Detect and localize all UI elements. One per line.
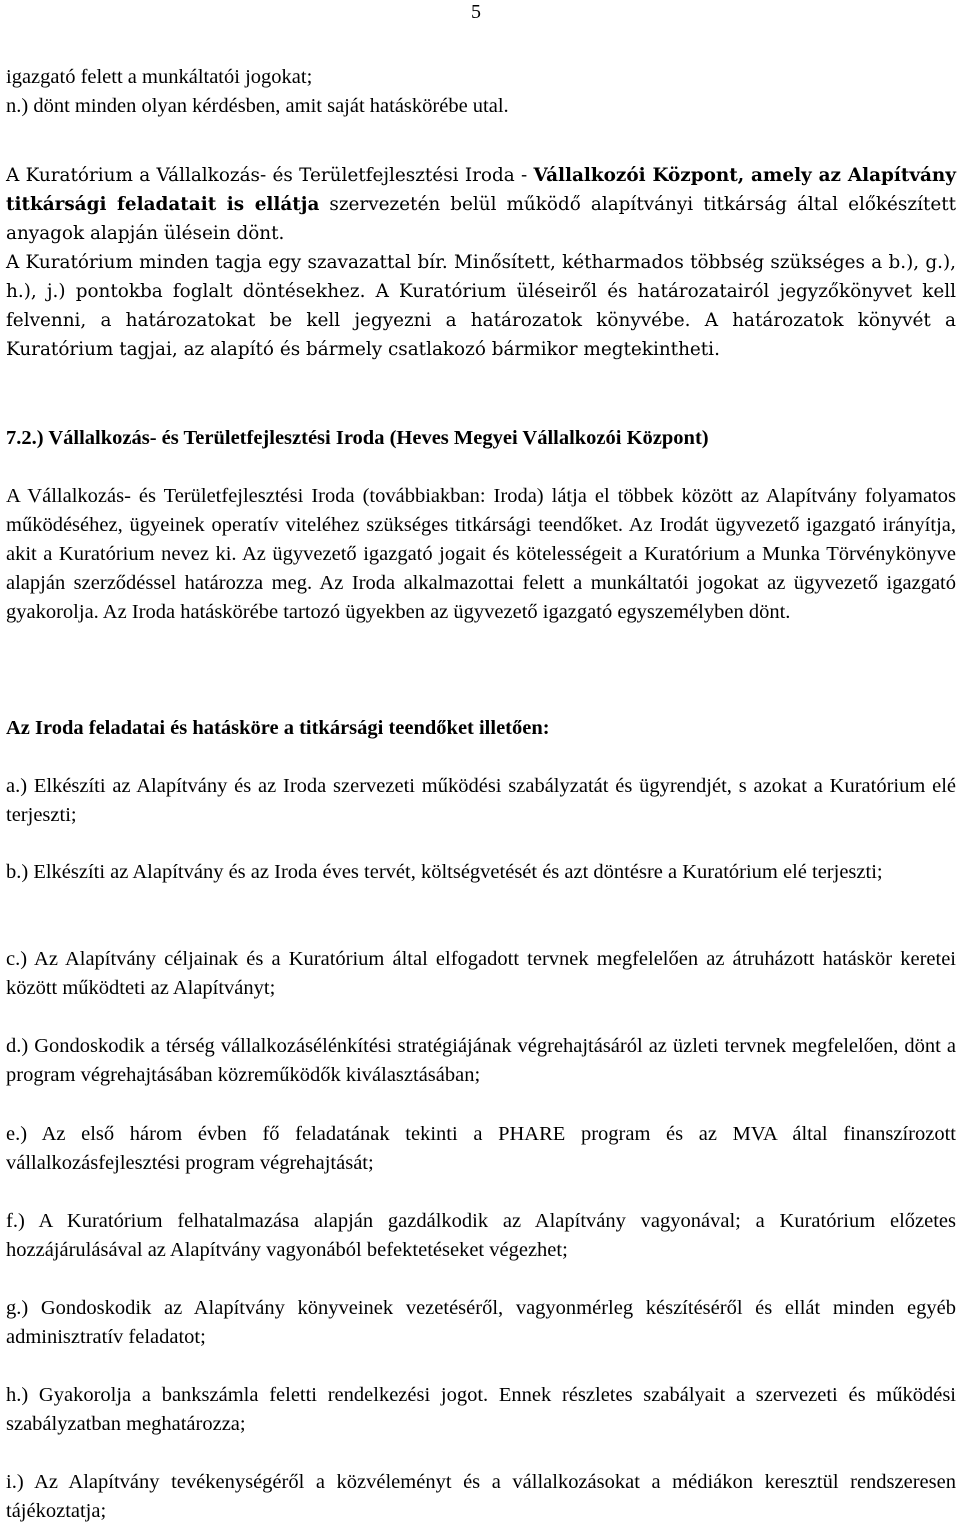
task-item: e.) Az első három évben fő feladatának tekinti a PHARE program és az MVA által finanszírozott vállalkozásfejlesztési program végrehajtását; xyxy=(6,1123,956,1174)
task-item: a.) Elkészíti az Alapítvány és az Iroda szervezeti működési szabályzatát és ügyrendjét, s azokat a Kuratórium elé terjeszti; xyxy=(6,775,956,826)
section-heading: 7.2.) Vállalkozás- és Területfejlesztési Iroda (Heves Megyei Vállalkozói Központ) xyxy=(6,427,709,449)
kuratorium-paragraph-2: A Kuratórium minden tagja egy szavazattal bír. Minősített, kétharmados többség szükséges a b.), g.), h.), j.) pontokba foglalt döntésekhez. A Kuratórium üléseiről és határozatairól jegyzőkönyvet kell felvenni, a határozatokat be kell jegyezni a határozatok könyvébe. A határozatok könyvét a Kuratórium tagjai, az alapító és bármely csatlakozó bármikor megtekintheti. xyxy=(6,252,956,360)
kuratorium-bold-text: Vállalkozói Központ, amely az Alapítvány titkársági feladatait is ellátja xyxy=(6,165,956,215)
iroda-paragraph: A Vállalkozás- és Területfejlesztési Iroda (továbbiakban: Iroda) látja el többek között az Alapítvány folyamatos működéséhez, ügyeinek operatív viteléhez szükséges titkársági teendőket. Az Irodát ügyvezető igazgató irányítja, akit a Kuratórium nevez ki. Az ügyvezető igazgató jogait és kötelességeit a Kuratórium a Munka Törvénykönyve alapján szerződéssel határozza meg. Az Iroda alkalmazottai felett a munkáltatói jogokat az ügyvezető igazgató gyakorolja. Az Iroda hatáskörébe tartozó ügyekben az ügyvezető igazgató egyszemélyben dönt. xyxy=(6,485,956,623)
tasks-heading: Az Iroda feladatai és hatásköre a titkársági teendőket illetően: xyxy=(6,717,550,739)
kuratorium-paragraph-1 xyxy=(6,161,956,248)
task-item: i.) Az Alapítvány tevékenységéről a közvéleményt és a vállalkozásokat a médiákon keresztül rendszeresen tájékoztatja; xyxy=(6,1471,956,1522)
task-item: f.) A Kuratórium felhatalmazása alapján gazdálkodik az Alapítvány vagyonával; a Kuratórium előzetes hozzájárulásával az Alapítvány vagyonából befektetéseket végezhet; xyxy=(6,1210,956,1261)
kuratorium-text-a: A Kuratórium a Vállalkozás- és Területfejlesztési Iroda - xyxy=(6,165,534,186)
intro-line-2: n.) dönt minden olyan kérdésben, amit saját hatáskörébe utal. xyxy=(6,95,509,117)
task-item: h.) Gyakorolja a bankszámla feletti rendelkezési jogot. Ennek részletes szabályait a szervezeti és működési szabályzatban meghatározza; xyxy=(6,1384,956,1435)
kuratorium-text-b: szervezetén belül működő alapítványi titkárság által előkészített anyagok alapján ülésein dönt. xyxy=(6,194,956,244)
task-item: d.) Gondoskodik a térség vállalkozásélénkítési stratégiájának végrehajtásáról az üzleti tervnek megfelelően, dönt a program végrehajtásában közreműködők kiválasztásában; xyxy=(6,1035,956,1086)
task-item: b.) Elkészíti az Alapítvány és az Iroda éves tervét, költségvetését és azt döntésre a Kuratórium elé terjeszti; xyxy=(6,861,883,883)
task-item: g.) Gondoskodik az Alapítvány könyveinek vezetéséről, vagyonmérleg készítéséről és ellát minden egyéb adminisztratív feladatot; xyxy=(6,1297,956,1348)
intro-line-1: igazgató felett a munkáltatói jogokat; xyxy=(6,66,313,88)
task-item: c.) Az Alapítvány céljainak és a Kuratórium által elfogadott tervnek megfelelően az átruházott hatáskör keretei között működteti az Alapítványt; xyxy=(6,948,956,999)
page-number: 5 xyxy=(471,1,481,23)
